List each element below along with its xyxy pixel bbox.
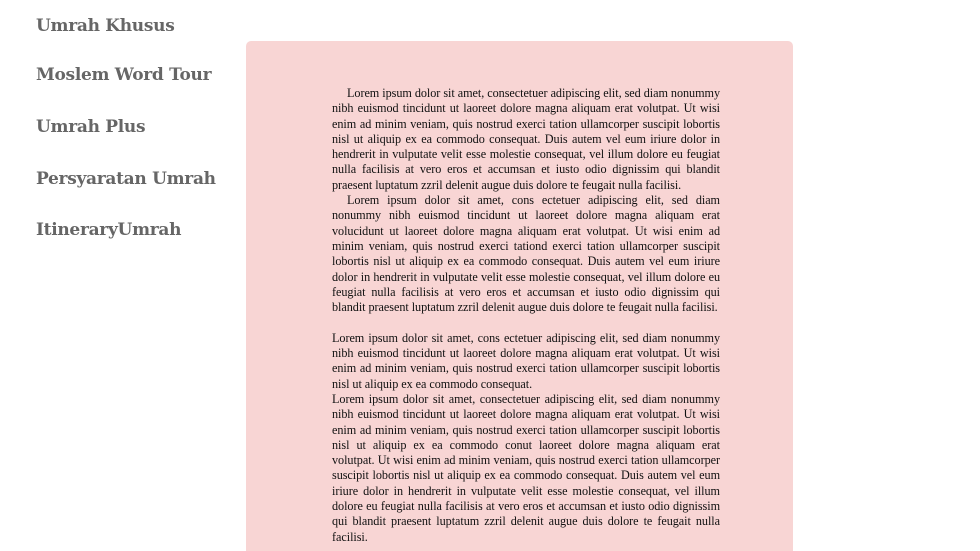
content-paragraph: Lorem ipsum dolor sit amet, cons ectetuer adipiscing elit, sed diam nonummy nibh euismod tincidunt ut laoreet dolore magna aliquam erat volutpat. Ut wisi enim ad minim veniam, quis nostrud exerci tation ullamcorper suscipit lobortis nisl ut aliquip ex ea commodo consequat. xyxy=(332,330,720,391)
content-paragraph: Lorem ipsum dolor sit amet, consectetuer adipiscing elit, sed diam nonummy nibh euismod tincidunt ut laoreet dolore magna aliquam erat volutpat. Ut wisi enim ad minim veniam, quis nostrud exerci tation ullamcorper suscipit lobortis nisl ut aliquip ex ea commodo conut laoreet dolore magna aliquam erat volutpat. Ut wisi enim ad minim veniam, quis nostrud exerci tation ullamcorper suscipit lobortis nisl ut aliquip ex ea commodo consequat. Duis autem vel eum iriure dolor in hendrerit in vulputate velit esse molestie consequat, vel illum dolore eu feugiat nulla facilisis at vero eros et accumsan et iusto odio dignissim qui blandit praesent luptatum zzril delenit augue duis dolore te feugait nulla facilisi. xyxy=(332,391,720,544)
content-card xyxy=(246,41,793,551)
content-paragraph: Lorem ipsum dolor sit amet, cons ectetuer adipiscing elit, sed diam nonummy nibh euismod tincidunt ut laoreet dolore magna aliquam erat volucidunt ut laoreet dolore magna aliquam erat volutpat. Ut wisi enim ad minim veniam, quis nostrud exerci tationd exerci tation ullamcorper suscipit lobortis nisl ut aliquip ex ea commodo consequat. Duis autem vel eum iriure dolor in hendrerit in vulputate velit esse molestie consequat, vel illum dolore eu feugiat nulla facilisis at vero eros et accumsan et iusto odio dignissim qui blandit praesent luptatum zzril delenit augue duis dolore te feugait nulla facilisi. xyxy=(332,193,720,315)
nav-link-itinerary-umrah[interactable]: ItineraryUmrah xyxy=(36,220,182,240)
nav-link-persyaratan-umrah[interactable]: Persyaratan Umrah xyxy=(36,169,216,189)
nav-link-umrah-plus[interactable]: Umrah Plus xyxy=(36,117,146,137)
content-text-block xyxy=(332,86,720,545)
nav-link-moslem-word-tour[interactable]: Moslem Word Tour xyxy=(36,65,212,85)
content-paragraph: Lorem ipsum dolor sit amet, consectetuer adipiscing elit, sed diam nonummy nibh euismod tincidunt ut laoreet dolore magna aliquam erat volutpat. Ut wisi enim ad minim veniam, quis nostrud exerci tation ullamcorper suscipit lobortis nisl ut aliquip ex ea commodo consequat. Duis autem vel eum iriure dolor in hendrerit in vulputate velit esse molestie consequat, vel illum dolore eu feugiat nulla facilisis at vero eros et accumsan et iusto odio dignissim qui blandit praesent luptatum zzril delenit augue duis dolore te feugait nulla facilisi. xyxy=(332,86,720,192)
nav-link-umrah-khusus[interactable]: Umrah Khusus xyxy=(36,16,175,36)
